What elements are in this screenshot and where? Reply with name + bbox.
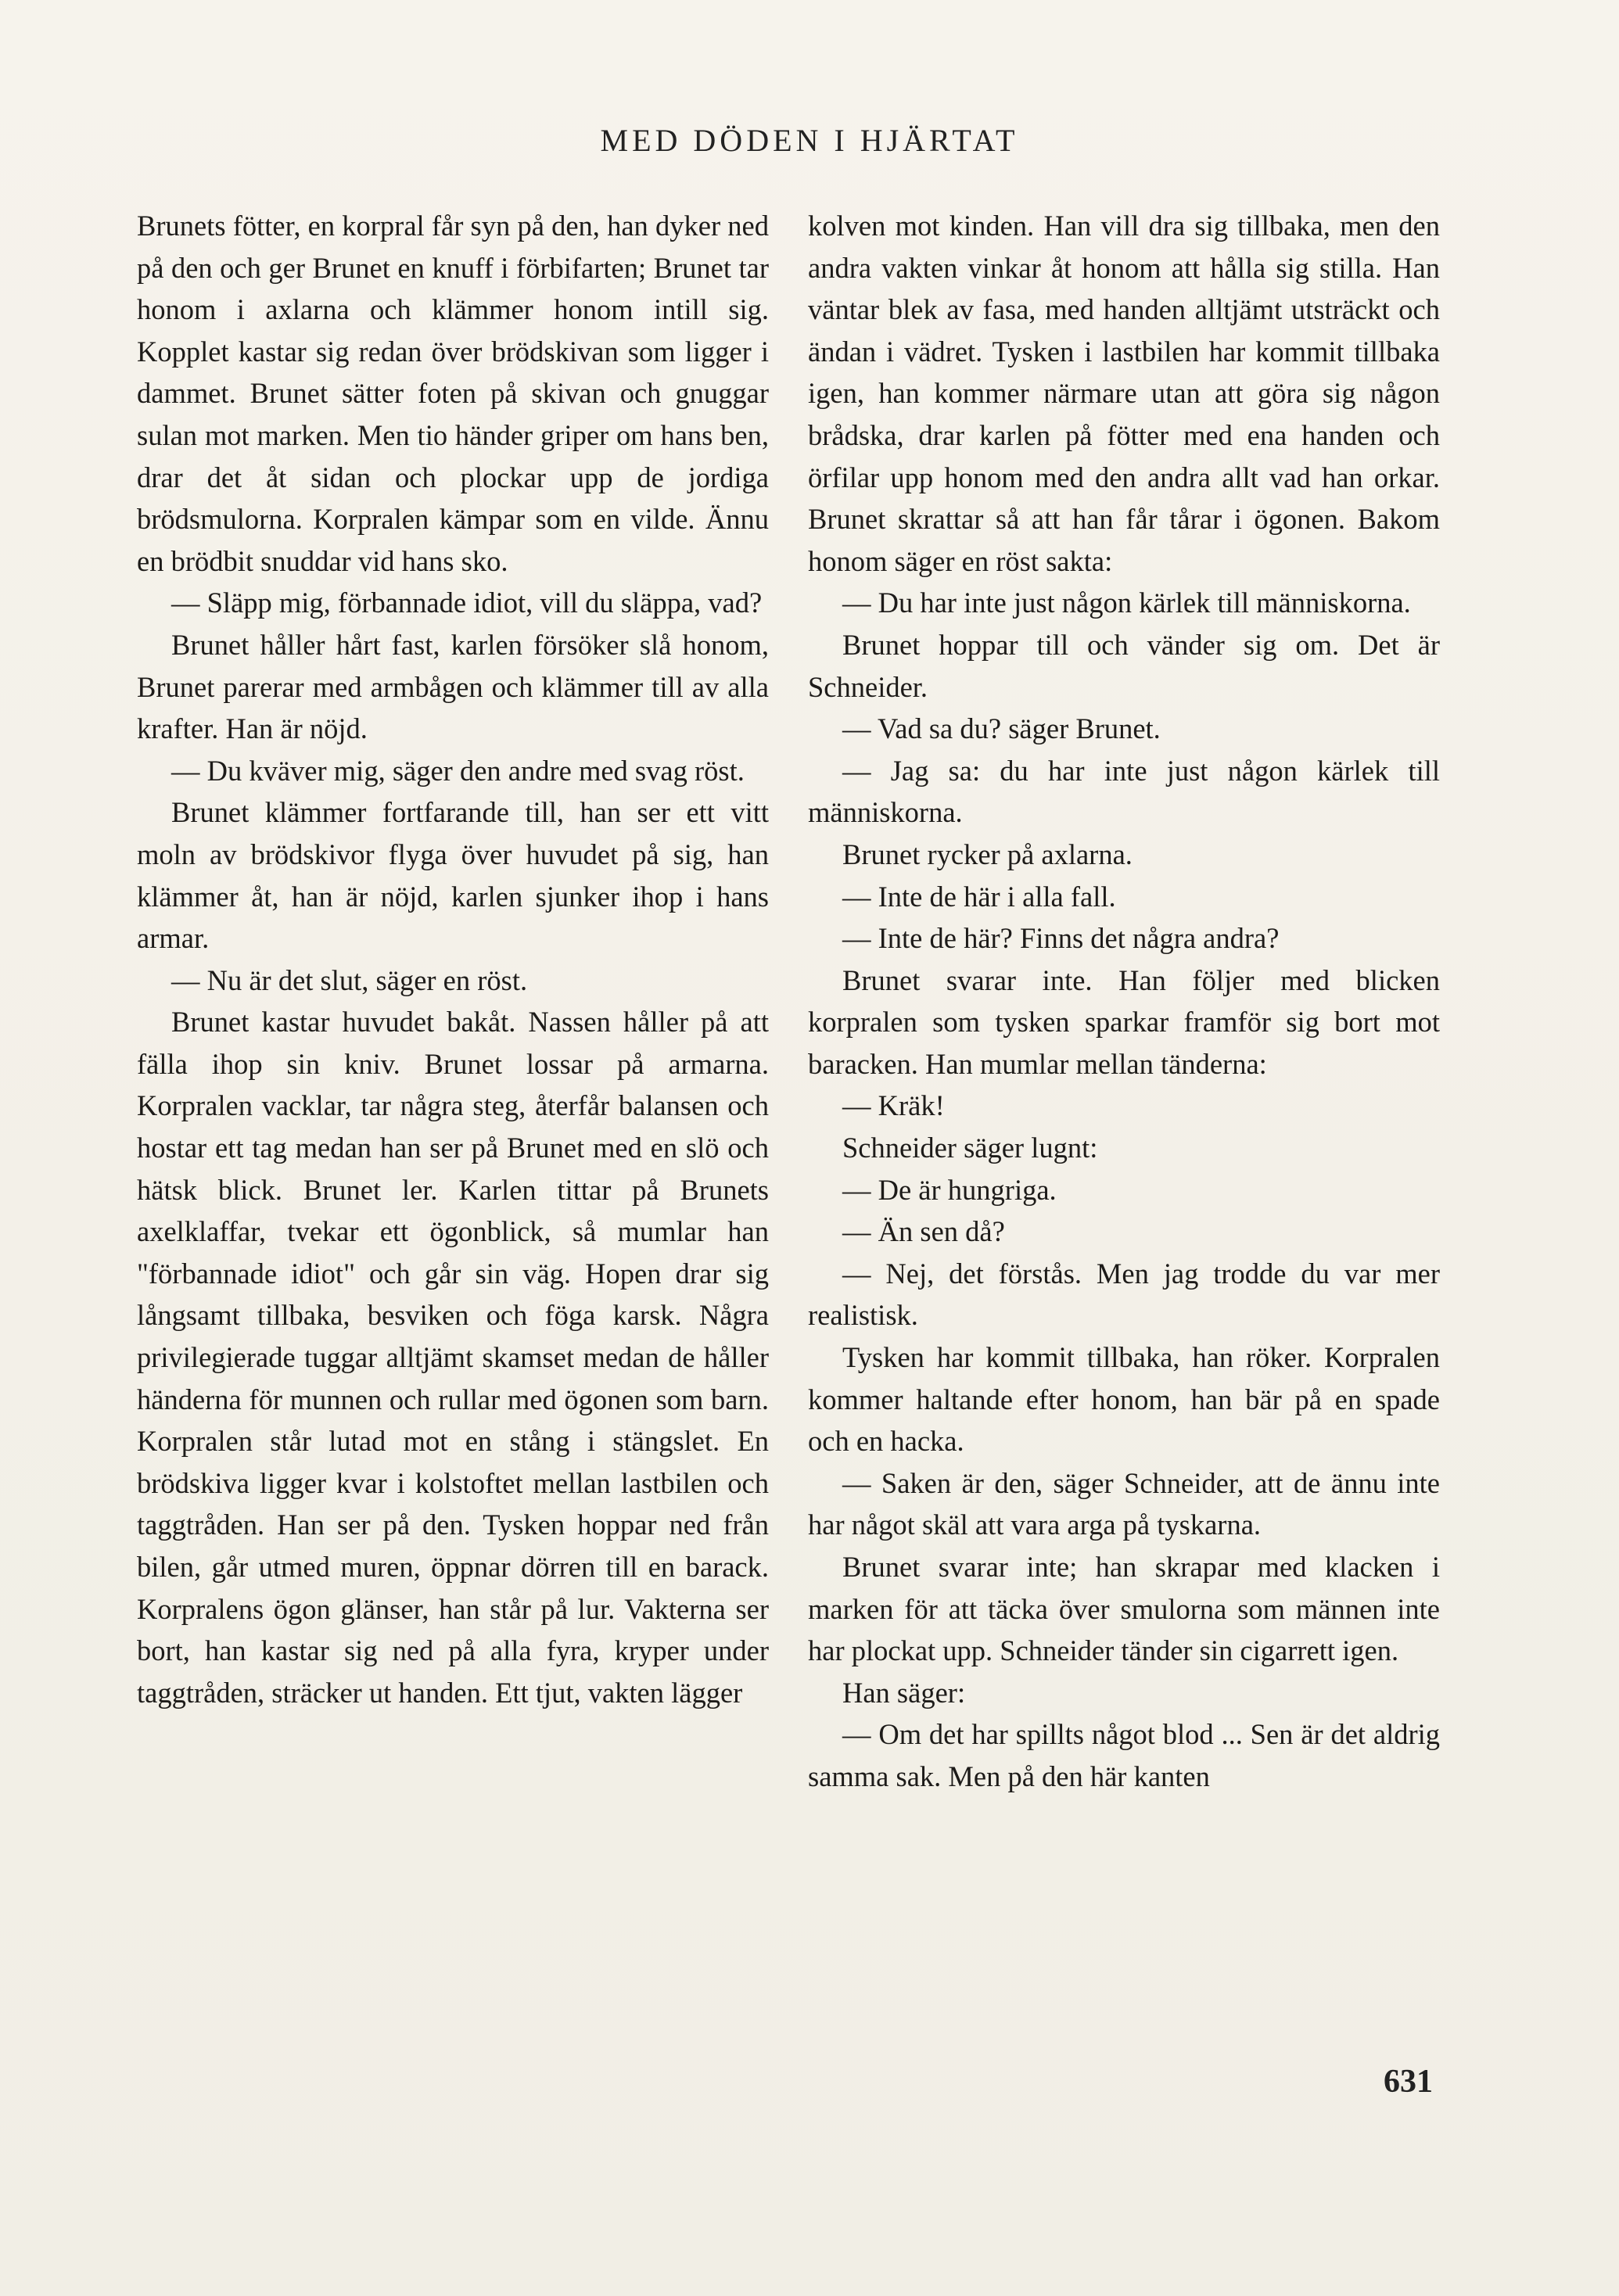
- paragraph: — Än sen då?: [842, 1215, 1005, 1248]
- paragraph: — Om det har spillts något blod ... Sen är det aldrig samma sak. Men på den här kanten: [808, 1718, 1440, 1792]
- paragraph: — Kräk!: [842, 1089, 945, 1122]
- paragraph: Brunets fötter, en korpral får syn på den, han dyker ned på den och ger Brunet en knuff i förbifarten; Brunet tar honom i axlarna och klämmer honom intill sig. Kopplet kastar sig redan över brödskivan som ligger i dammet. Brunet sätter foten på skivan och gnuggar sulan mot marken. Men tio händer griper om hans ben, drar det åt sidan och plockar upp de jordiga brödsmulorna. Korpralen kämpar som en vilde. Ännu en brödbit snuddar vid hans sko.: [137, 210, 769, 577]
- paragraph: — De är hungriga.: [842, 1173, 1057, 1206]
- running-title: MED DÖDEN I HJÄRTAT: [600, 123, 1019, 158]
- paragraph: — Inte de här? Finns det några andra?: [842, 922, 1280, 955]
- left-text-column: [137, 205, 769, 1713]
- paragraph: — Släpp mig, förbannade idiot, vill du släppa, vad?: [171, 587, 763, 619]
- paragraph: — Du har inte just någon kärlek till människorna.: [842, 587, 1411, 619]
- paragraph: Han säger:: [842, 1676, 966, 1709]
- paragraph: — Nej, det förstås. Men jag trodde du var mer realistisk.: [808, 1257, 1440, 1332]
- paragraph: — Du kväver mig, säger den andre med svag röst.: [171, 754, 745, 787]
- paragraph: kolven mot kinden. Han vill dra sig tillbaka, men den andra vakten vinkar åt honom att hålla sig stilla. Han väntar blek av fasa, med handen alltjämt utsträckt och ändan i vädret. Tysken i lastbilen har kommit tillbaka igen, han kommer närmare utan att göra sig någon brådska, drar karlen på fötter med ena handen och örfilar upp honom med den andra allt vad han orkar. Brunet skrattar så att han får tårar i ögonen. Bakom honom säger en röst sakta:: [808, 210, 1440, 577]
- paragraph: Brunet rycker på axlarna.: [842, 838, 1133, 870]
- paragraph: Brunet svarar inte; han skrapar med klacken i marken för att täcka över smulorna som männen inte har plockat upp. Schneider tänder sin cigarrett igen.: [808, 1551, 1440, 1667]
- paragraph: — Jag sa: du har inte just någon kärlek till människorna.: [808, 754, 1440, 829]
- paragraph: — Vad sa du? säger Brunet.: [842, 712, 1161, 745]
- paragraph: Schneider säger lugnt:: [842, 1132, 1098, 1164]
- paragraph: Brunet kastar huvudet bakåt. Nassen håller på att fälla ihop sin kniv. Brunet lossar på armarna. Korpralen vacklar, tar några steg, återfår balansen och hostar ett tag medan han ser på Brunet med en slö och hätsk blick. Brunet ler. Karlen tittar på Brunets axelklaffar, tvekar ett ögonblick, så mumlar han "förbannade idiot" och går sin väg. Hopen drar sig långsamt tillbaka, besviken och föga karsk. Några privilegierade tuggar alltjämt skamset medan de håller händerna för munnen och rullar med ögonen som barn. Korpralen står lutad mot en stång i stängslet. En brödskiva ligger kvar i kolstoftet mellan lastbilen och taggtråden. Han ser på den. Tysken hoppar ned från bilen, går utmed muren, öppnar dörren till en barack. Korpralens ögon glänser, han står på lur. Vakterna ser bort, han kastar sig ned på alla fyra, kryper under taggtråden, sträcker ut handen. Ett tjut, vakten lägger: [137, 1006, 769, 1709]
- right-text-column: [808, 205, 1440, 1798]
- paragraph: Brunet hoppar till och vänder sig om. Det är Schneider.: [808, 628, 1440, 703]
- paragraph: — Saken är den, säger Schneider, att de ännu inte har något skäl att vara arga på tyskarna.: [808, 1466, 1440, 1541]
- paragraph: Tysken har kommit tillbaka, han röker. Korpralen kommer haltande efter honom, han bär på en spade och en hacka.: [808, 1341, 1440, 1458]
- paragraph: Brunet klämmer fortfarande till, han ser ett vitt moln av brödskivor flyga över huvudet på sig, han klämmer åt, han är nöjd, karlen sjunker ihop i hans armar.: [137, 796, 769, 955]
- paragraph: — Inte de här i alla fall.: [842, 880, 1116, 913]
- paragraph: Brunet svarar inte. Han följer med blicken korpralen som tysken sparkar framför sig bort mot baracken. Han mumlar mellan tänderna:: [808, 963, 1440, 1080]
- page-number: 631: [1384, 2064, 1433, 2100]
- paragraph: — Nu är det slut, säger en röst.: [171, 963, 528, 996]
- paragraph: Brunet håller hårt fast, karlen försöker slå honom, Brunet parerar med armbågen och klämmer till av alla krafter. Han är nöjd.: [137, 628, 769, 745]
